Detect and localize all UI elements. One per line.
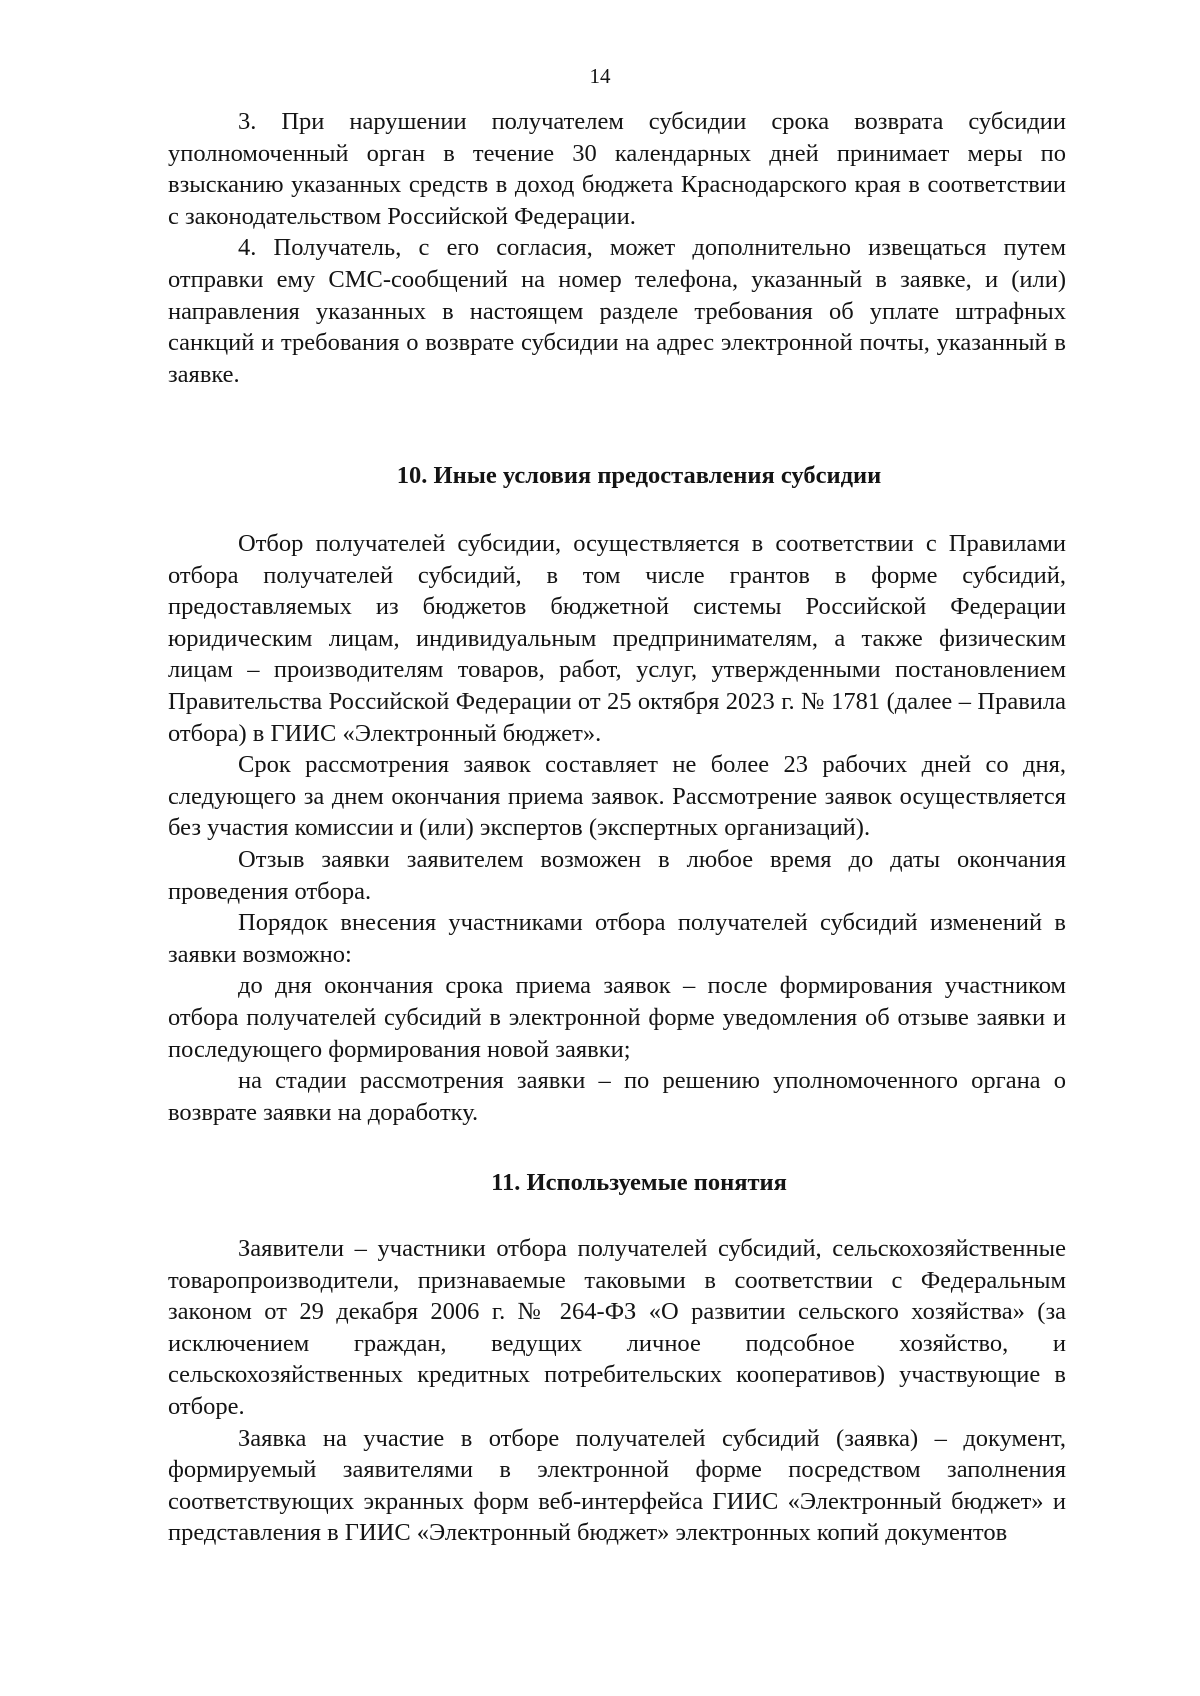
paragraph-changes-order: Порядок внесения участниками отбора получателей субсидий изменений в заявки возможно: [168, 909, 1066, 968]
section-10-body [168, 528, 1066, 1128]
section-10-heading: 10. Иные условия предоставления субсидии [396, 462, 882, 489]
paragraph-application: Заявка на участие в отборе получателей субсидий (заявка) – документ, формируемый заявителями в электронной форме посредством заполнения соответствующих экранных форм веб-интерфейса ГИИС «Электронный бюджет» и представления в ГИИС «Электронный бюджет» электронных копий документов [168, 1424, 1066, 1547]
section-11-body [168, 1233, 1066, 1549]
paragraph-review-stage: на стадии рассмотрения заявки – по решению уполномоченного органа о возврате заявки на доработку. [168, 1067, 1066, 1126]
page-number: 14 [589, 64, 611, 88]
section-9-tail [168, 106, 1066, 390]
paragraph-applicants: Заявители – участники отбора получателей субсидий, сельскохозяйственные товаропроизводители, признаваемые таковыми в соответствии с Федеральным законом от 29 декабря 2006 г. № 264-ФЗ «О развитии сельского хозяйства» (за исключением граждан, ведущих личное подсобное хозяйство, и сельскохозяйственных кредитных потребительских кооперативов) участвующие в отборе. [168, 1235, 1066, 1420]
paragraph-before-deadline: до дня окончания срока приема заявок – после формирования участником отбора получателей субсидий в электронной форме уведомления об отзыве заявки и последующего формирования новой заявки; [168, 972, 1066, 1063]
paragraph-withdrawal: Отзыв заявки заявителем возможен в любое время до даты окончания проведения отбора. [168, 845, 1066, 905]
paragraph-9-3: 3. При нарушении получателем субсидии срока возврата субсидии уполномоченный орган в течение 30 календарных дней принимает меры по взысканию указанных средств в доход бюджета Краснодарского края в соответствии с законодательством Российской Федерации. [168, 108, 1066, 230]
paragraph-review-period: Срок рассмотрения заявок составляет не более 23 рабочих дней со дня, следующего за днем окончания приема заявок. Рассмотрение заявок осуществляется без участия комиссии и (или) экспертов (экспертных организаций). [168, 751, 1066, 842]
paragraph-selection-rules: Отбор получателей субсидии, осуществляется в соответствии с Правилами отбора получателей субсидий, в том числе грантов в форме субсидий, предоставляемых из бюджетов бюджетной системы Российской Федерации юридическим лицам, индивидуальным предпринимателям, а также физическим лицам – производителям товаров, работ, услуг, утвержденными постановлением Правительства Российской Федерации от 25 октября 2023 г. № 1781 (далее – Правила отбора) в ГИИС «Электронный бюджет». [168, 530, 1066, 747]
paragraph-9-4: 4. Получатель, с его согласия, может дополнительно извещаться путем отправки ему СМС-сообщений на номер телефона, указанный в заявке, и (или) направления указанных в настоящем разделе требования об уплате штрафных санкций и требования о возврате субсидии на адрес электронной почты, указанный в заявке. [168, 234, 1066, 388]
section-11-heading: 11. Используемые понятия [491, 1169, 787, 1196]
